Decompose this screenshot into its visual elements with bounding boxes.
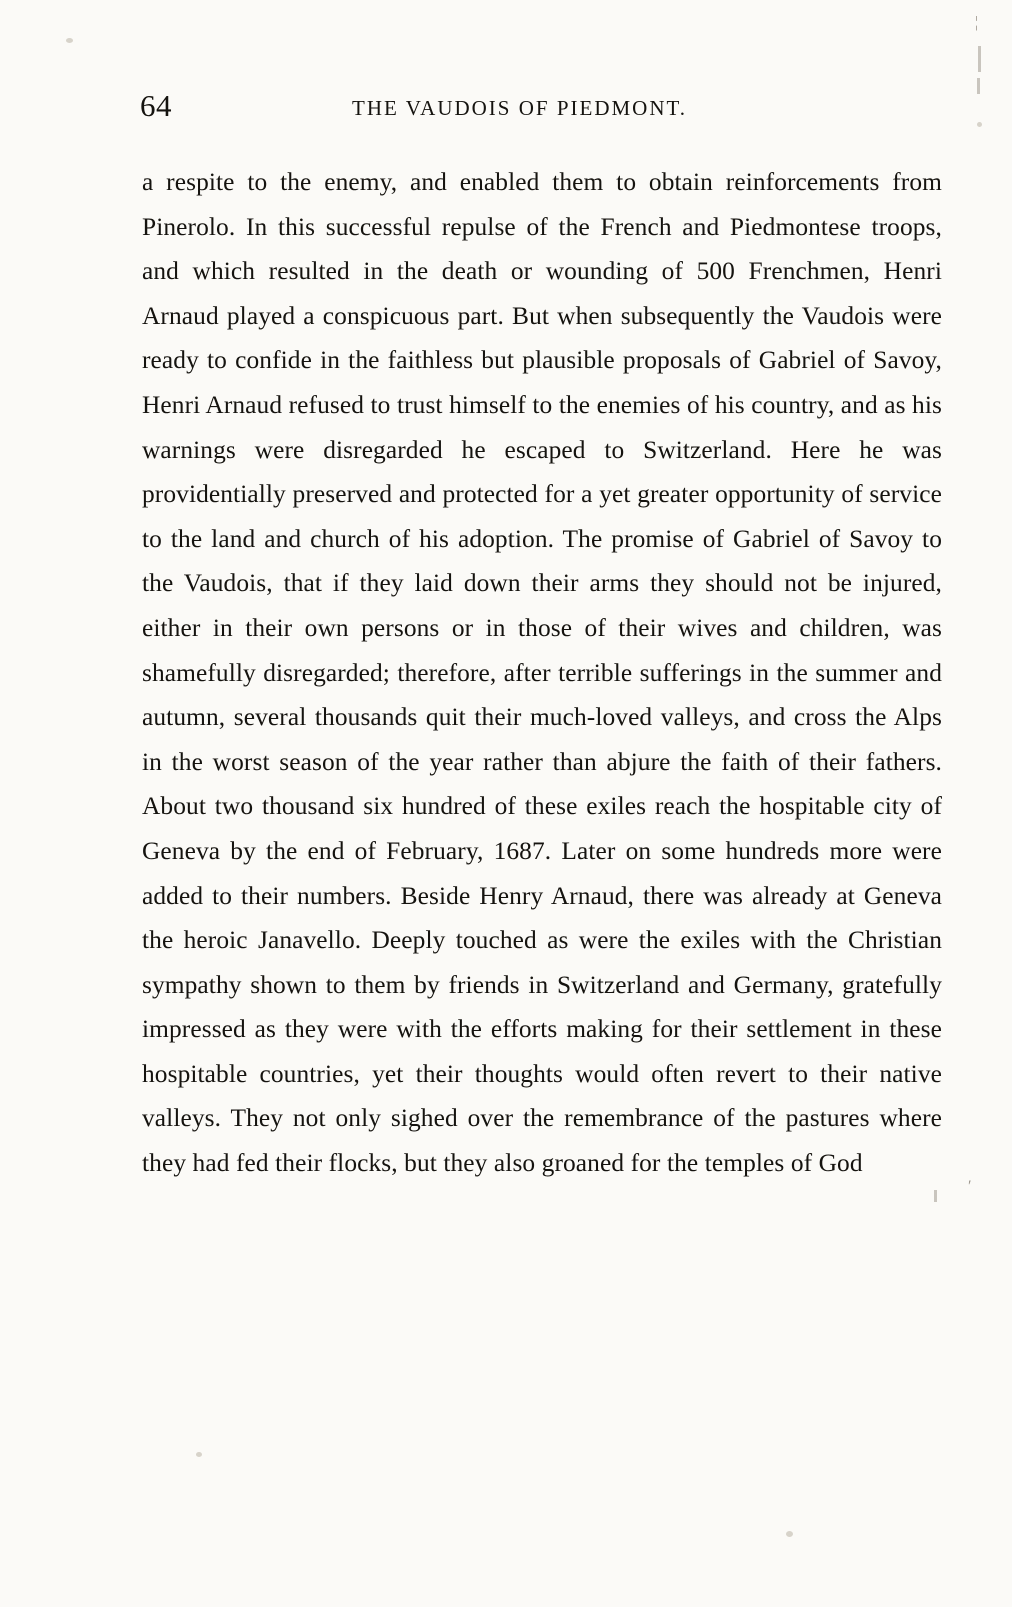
running-head: THE VAUDOIS OF PIEDMONT. bbox=[352, 96, 688, 120]
margin-tick bbox=[977, 78, 980, 94]
margin-tick bbox=[978, 46, 981, 72]
top-right-edge-mark: ¦ bbox=[975, 14, 979, 31]
page-number: 64 bbox=[140, 88, 172, 123]
scan-speck bbox=[66, 38, 73, 43]
body-paragraph: a respite to the enemy, and enabled them to obtain reinforcements from Pinerolo. In this successful repulse of the French and Piedmontese troops, and which resulted in the death or wounding of 500 Frenchmen, Henri Arnaud played a conspicuous part. But when subsequently the Vaudois were ready to confide in the faithless but plausible proposals of Gabriel of Savoy, Henri Arnaud refused to trust himself to the enemies of his country, and as his warnings were disregarded he escaped to Switzerland. Here he was providentially preserved and protected for a yet greater opportunity of service to the land and church of his adoption. The promise of Gabriel of Savoy to the Vaudois, that if they laid down their arms they should not be injured, either in their own persons or in those of their wives and children, was shamefully disregarded; therefore, after terrible sufferings in the summer and autumn, several thousands quit their much-loved valleys, and cross the Alps in the worst season of the year rather than abjure the faith of their fathers. About two thousand six hundred of these exiles reach the hospitable city of Geneva by the end of February, 1687. Later on some hundreds more were added to their numbers. Beside Henry Arnaud, there was already at Geneva the heroic Janavello. Deeply touched as were the exiles with the Christian sympathy shown to them by friends in Switzerland and Germany, gratefully impressed as they were with the efforts making for their settlement in these hospitable countries, yet their thoughts would often revert to their native valleys. They not only sighed over the remembrance of the pastures where they had fed their flocks, but they also groaned for the temples of God bbox=[142, 168, 942, 1178]
scan-speck bbox=[196, 1452, 202, 1457]
page-header bbox=[140, 88, 940, 128]
right-margin-mark: ′ bbox=[968, 1178, 972, 1195]
margin-tick bbox=[934, 1190, 937, 1202]
scan-speck bbox=[977, 122, 982, 127]
scan-speck bbox=[786, 1531, 793, 1537]
body-text bbox=[142, 160, 942, 1186]
